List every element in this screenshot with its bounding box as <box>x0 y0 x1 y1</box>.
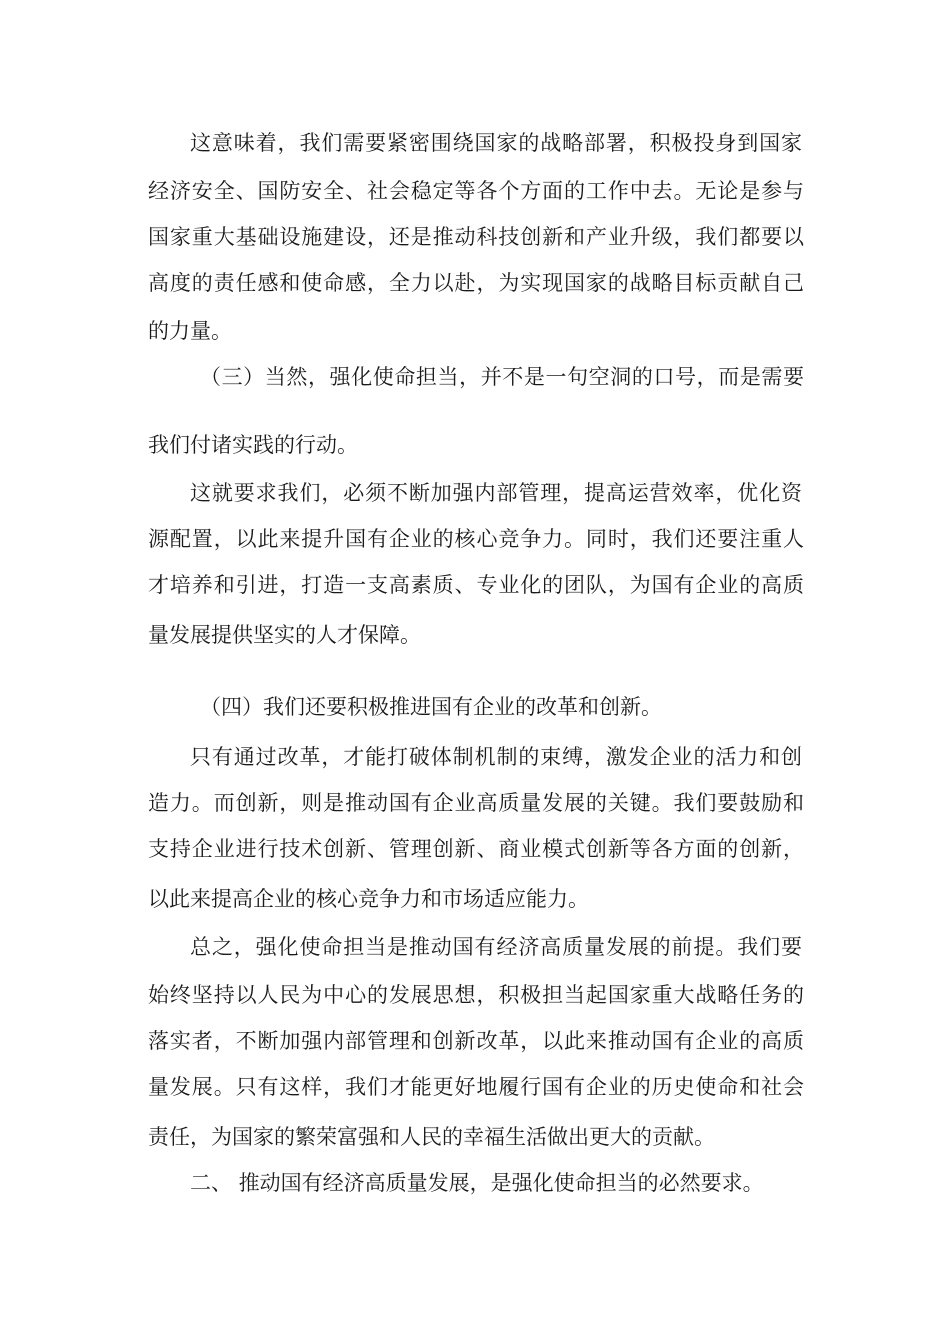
paragraph-line: 以此来提高企业的核心竞争力和市场适应能力。 <box>148 887 589 911</box>
section-heading: （三）当然，强化使命担当，并不是一句空洞的口号，而是需要 <box>200 365 804 389</box>
paragraph-line: 只有通过改革，才能打破体制机制的束缚，激发企业的活力和创 <box>190 745 802 769</box>
paragraph-line: 落实者，不断加强内部管理和创新改革，以此来推动国有企业的高质 <box>148 1029 804 1053</box>
paragraph-line: 造力。而创新，则是推动国有企业高质量发展的关键。我们要鼓励和 <box>148 791 804 815</box>
section-heading: （四）我们还要积极推进国有企业的改革和创新。 <box>200 695 662 719</box>
paragraph-line: 责任，为国家的繁荣富强和人民的幸福生活做出更大的贡献。 <box>148 1125 715 1149</box>
paragraph-line: 支持企业进行技术创新、管理创新、商业模式创新等各方面的创新， <box>148 837 804 861</box>
paragraph-line: 这就要求我们，必须不断加强内部管理，提高运营效率，优化资 <box>190 481 802 505</box>
paragraph-line: 高度的责任感和使命感，全力以赴，为实现国家的战略目标贡献自己 <box>148 271 804 295</box>
section-heading-line: 我们付诸实践的行动。 <box>148 433 358 457</box>
paragraph-line: 始终坚持以人民为中心的发展思想，积极担当起国家重大战略任务的 <box>148 983 804 1007</box>
paragraph-line: 才培养和引进，打造一支高素质、专业化的团队，为国有企业的高质 <box>148 573 804 597</box>
paragraph-line: 量发展提供坚实的人才保障。 <box>148 623 421 647</box>
paragraph-line: 源配置，以此来提升国有企业的核心竞争力。同时，我们还要注重人 <box>148 527 804 551</box>
paragraph-line: 经济安全、国防安全、社会稳定等各个方面的工作中去。无论是参与 <box>148 179 804 203</box>
paragraph-line: 国家重大基础设施建设，还是推动科技创新和产业升级，我们都要以 <box>148 225 804 249</box>
paragraph-line: 量发展。只有这样，我们才能更好地履行国有企业的历史使命和社会 <box>148 1075 804 1099</box>
paragraph-line: 总之，强化使命担当是推动国有经济高质量发展的前提。我们要 <box>190 935 802 959</box>
section-heading: 二、 推动国有经济高质量发展，是强化使命担当的必然要求。 <box>190 1171 764 1195</box>
paragraph-line: 这意味着，我们需要紧密围绕国家的战略部署，积极投身到国家 <box>190 131 802 155</box>
paragraph-line: 的力量。 <box>148 319 232 343</box>
